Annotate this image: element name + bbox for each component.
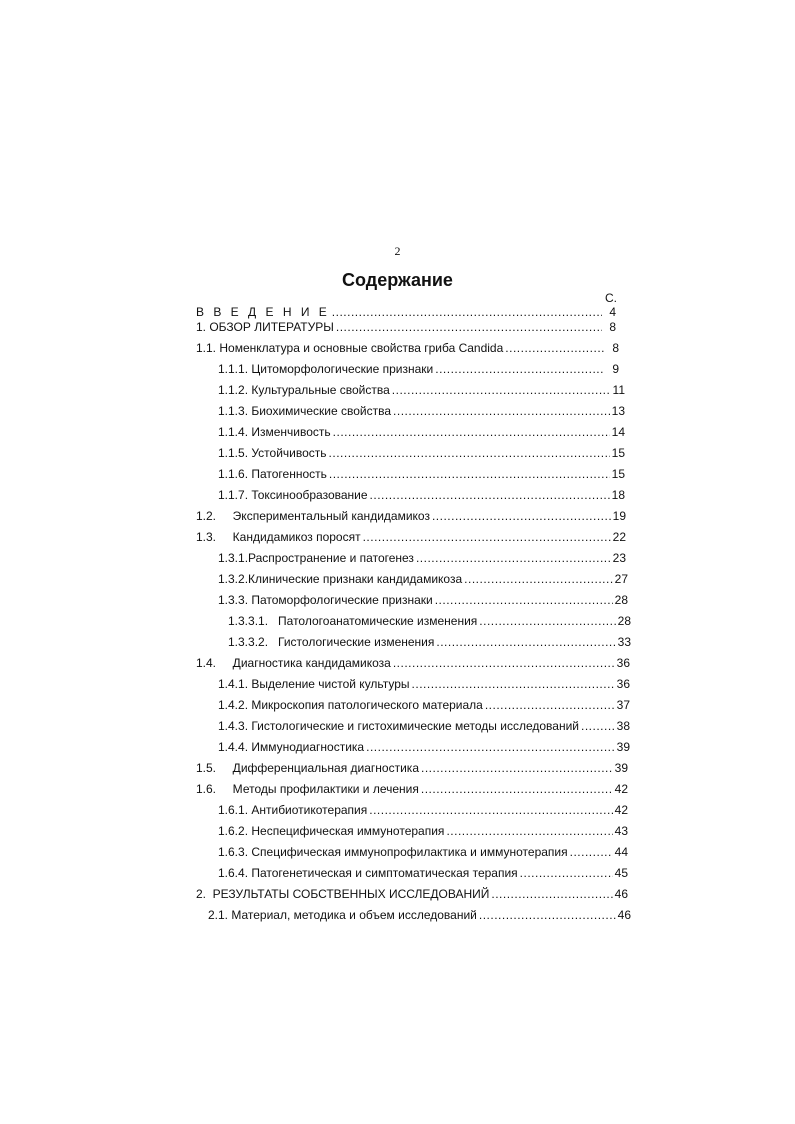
toc-entry-label: 2. РЕЗУЛЬТАТЫ СОБСТВЕННЫХ ИССЛЕДОВАНИЙ — [196, 887, 490, 901]
toc-entry — [218, 593, 628, 607]
leader-dots — [392, 383, 611, 397]
toc-entry-page: 19 — [612, 509, 626, 523]
leader-dots — [363, 530, 611, 544]
toc-entry-page: 43 — [614, 824, 628, 838]
leader-dots — [421, 761, 613, 775]
toc-entry — [218, 425, 625, 439]
toc-entry-label: 1.3. Кандидамикоз поросят — [196, 530, 361, 544]
toc-entry — [218, 845, 628, 859]
toc-entry — [196, 320, 616, 334]
toc-entry-page: 28 — [614, 593, 628, 607]
toc-entry-page: 36 — [616, 677, 630, 691]
toc-entry-label: 1.3.3. Патоморфологические признаки — [218, 593, 433, 607]
toc-entry-page: 14 — [611, 425, 625, 439]
page-title: Содержание — [342, 270, 453, 290]
toc-entry — [228, 635, 631, 649]
toc-entry — [218, 824, 628, 838]
leader-dots — [479, 614, 615, 628]
leader-dots — [436, 635, 615, 649]
toc-entry-label: 1.4.4. Иммунодиагностика — [218, 740, 365, 754]
leader-dots — [336, 320, 602, 334]
leader-dots — [491, 887, 612, 901]
toc-entry-label: 1.6. Методы профилактики и лечения — [196, 782, 419, 796]
toc-entry — [196, 887, 628, 901]
toc-entry-label: 1.1.5. Устойчивость — [218, 446, 327, 460]
leader-dots — [329, 467, 610, 481]
leader-dots — [366, 740, 615, 754]
leader-dots — [412, 677, 615, 691]
toc-entry-page: 18 — [611, 488, 625, 502]
toc-entry-label: 1.4.3. Гистологические и гистохимические методы исследований — [218, 719, 579, 733]
toc-entry — [196, 509, 626, 523]
toc-entry-page: 8 — [612, 341, 619, 355]
toc-entry-label: 1.6.3. Специфическая иммунопрофилактика и иммунотерапия — [218, 845, 568, 859]
toc-entry — [218, 362, 619, 376]
toc-entry — [218, 551, 626, 565]
toc-entry-page: 15 — [611, 467, 625, 481]
toc-entry — [196, 341, 619, 355]
leader-dots — [369, 803, 612, 817]
toc-entry — [218, 677, 630, 691]
toc-entry — [228, 614, 631, 628]
leader-dots — [393, 656, 615, 670]
toc-entry-introduction — [196, 305, 616, 319]
toc-entry — [218, 383, 625, 397]
toc-entry-label: 1.3.3.1. Патологоанатомические изменения — [228, 614, 478, 628]
toc-entry-page: 37 — [616, 698, 630, 712]
leader-dots — [479, 908, 616, 922]
toc-entry-label: 1.3.1.Распространение и патогенез — [218, 551, 414, 565]
toc-entry-page: 39 — [614, 761, 628, 775]
toc-entry-page: 38 — [616, 719, 630, 733]
toc-entry-label: 1.1.4. Изменчивость — [218, 425, 331, 439]
toc-entry-label: 1.3.3.2. Гистологические изменения — [228, 635, 435, 649]
toc-entry — [218, 572, 628, 586]
toc-entry-page: 42 — [614, 782, 628, 796]
toc-entry-label: 1.3.2.Клинические признаки кандидамикоза — [218, 572, 463, 586]
toc-entry-label: 1.1.7. Токсинообразование — [218, 488, 368, 502]
toc-entry — [218, 467, 625, 481]
toc-entry-label: 1.6.1. Антибиотикотерапия — [218, 803, 368, 817]
leader-dots — [370, 488, 610, 502]
toc-entry-label: 1.6.2. Неспецифическая иммунотерапия — [218, 824, 445, 838]
toc-entry — [196, 530, 626, 544]
toc-entry-page: 28 — [617, 614, 631, 628]
toc-entry-page: 9 — [612, 362, 619, 376]
toc-entry-label: В В Е Д Е Н И Е — [196, 305, 330, 319]
toc-entry-label: 1.1.2. Культуральные свойства — [218, 383, 390, 397]
leader-dots — [393, 404, 610, 418]
toc-entry-page: 8 — [609, 320, 616, 334]
toc-entry-page: 27 — [614, 572, 628, 586]
toc-entry-page: 39 — [616, 740, 630, 754]
toc-entry-label: 1.6.4. Патогенетическая и симптоматическая терапия — [218, 866, 518, 880]
leader-dots — [432, 509, 611, 523]
toc-entry-label: 1.5. Дифференциальная диагностика — [196, 761, 419, 775]
toc-entry-page: 4 — [609, 305, 616, 319]
leader-dots — [446, 824, 612, 838]
toc-entry-label: 1.4.1. Выделение чистой культуры — [218, 677, 410, 691]
toc-entry-page: 13 — [611, 404, 625, 418]
leader-dots — [416, 551, 611, 565]
leader-dots — [332, 305, 602, 319]
toc-entry-page: 36 — [616, 656, 630, 670]
toc-entry-label: 1.2. Экспериментальный кандидамикоз — [196, 509, 430, 523]
toc-entry — [218, 719, 630, 733]
leader-dots — [464, 572, 612, 586]
leader-dots — [333, 425, 610, 439]
leader-dots — [570, 845, 613, 859]
toc-entry-label: 1.1. Номенклатура и основные свойства гриба Candida — [196, 341, 504, 355]
toc-entry-page: 22 — [612, 530, 626, 544]
toc-entry — [196, 656, 630, 670]
leader-dots — [329, 446, 610, 460]
toc-entry-page: 11 — [612, 383, 625, 397]
toc-entry — [218, 488, 625, 502]
toc-entry-label: 1.1.3. Биохимические свойства — [218, 404, 392, 418]
toc-entry-page: 15 — [611, 446, 625, 460]
toc-entry-page: 23 — [612, 551, 626, 565]
page-column-label: С. — [605, 291, 617, 305]
leader-dots — [435, 362, 605, 376]
toc-entry — [196, 761, 628, 775]
toc-entry-page: 33 — [617, 635, 631, 649]
toc-entry-label: 1.4.2. Микроскопия патологического материала — [218, 698, 483, 712]
toc-entry-label: 1. ОБЗОР ЛИТЕРАТУРЫ — [196, 320, 334, 334]
toc-entry-page: 46 — [617, 908, 631, 922]
toc-entry — [196, 782, 628, 796]
leader-dots — [581, 719, 615, 733]
leader-dots — [485, 698, 615, 712]
leader-dots — [520, 866, 613, 880]
toc-entry — [218, 866, 628, 880]
leader-dots — [421, 782, 613, 796]
toc-entry — [218, 446, 625, 460]
toc-entry — [218, 404, 625, 418]
toc-entry-label: 2.1. Материал, методика и объем исследований — [208, 908, 477, 922]
toc-entry-label: 1.1.6. Патогенность — [218, 467, 327, 481]
toc-entry-page: 44 — [614, 845, 628, 859]
toc-entry — [218, 803, 628, 817]
toc-entry-page: 45 — [614, 866, 628, 880]
toc-entry — [218, 740, 630, 754]
toc-entry — [218, 698, 630, 712]
leader-dots — [505, 341, 605, 355]
toc-entry-page: 42 — [614, 803, 628, 817]
page-number: 2 — [394, 244, 401, 258]
toc-entry-label: 1.1.1. Цитоморфологические признаки — [218, 362, 434, 376]
toc-entry-label: 1.4. Диагностика кандидамикоза — [196, 656, 391, 670]
leader-dots — [435, 593, 613, 607]
toc-entry-page: 46 — [614, 887, 628, 901]
toc-entry — [208, 908, 631, 922]
